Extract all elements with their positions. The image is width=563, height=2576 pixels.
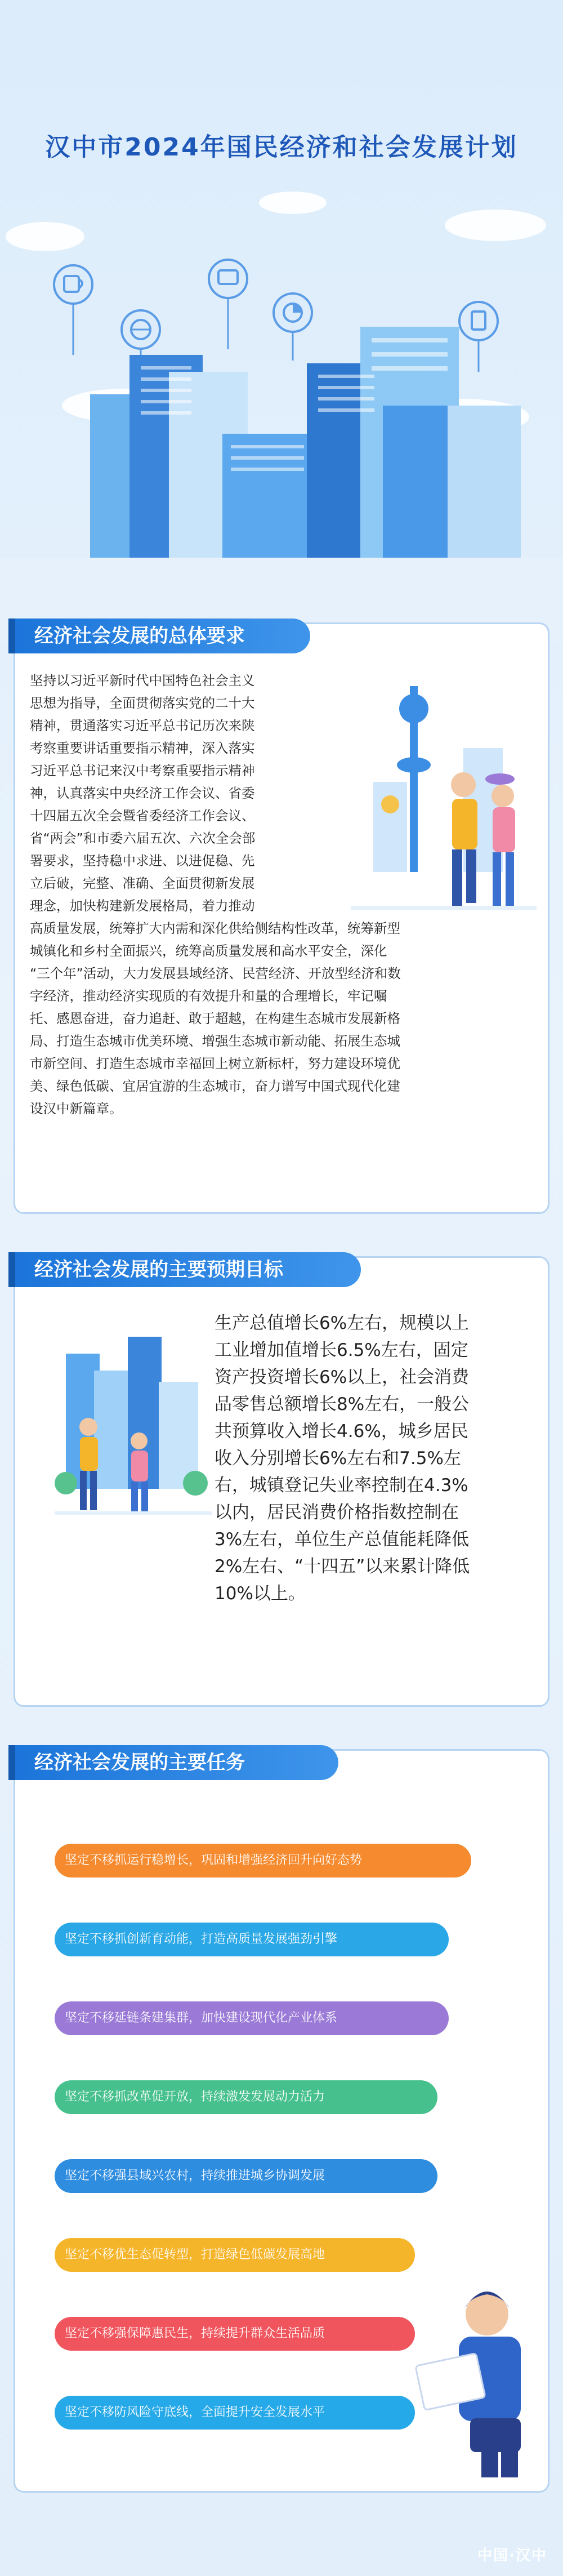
task-banner: 坚定不移强县域兴农村，持续推进城乡协调发展 bbox=[55, 2159, 437, 2193]
task-banner: 坚定不移抓改革促开放，持续激发发展动力活力 bbox=[55, 2080, 437, 2114]
text-line: 以内，居民消费价格指数控制在 bbox=[215, 1502, 459, 1523]
text-line: 理念，加快构建新发展格局，着力推动 bbox=[30, 898, 255, 914]
city-skyline-illustration bbox=[0, 169, 563, 642]
text-line: 神，认真落实中央经济工作会议、省委 bbox=[30, 785, 255, 801]
text-line: 局、打造生态城市优美环境、增强生态城市新动能、拓展生态城 bbox=[30, 1033, 400, 1049]
text-line: 10%以上。 bbox=[215, 1583, 306, 1604]
task-banner: 坚定不移抓创新育动能，打造高质量发展强劲引擎 bbox=[55, 1923, 449, 1956]
section2-text bbox=[215, 1310, 541, 1607]
document-icon bbox=[459, 302, 498, 340]
reading-person-illustration bbox=[408, 2275, 538, 2483]
text-line: 十四届五次全会暨省委经济工作会议、 bbox=[30, 808, 255, 824]
task-banner: 坚定不移强保障惠民生，持续提升群众生活品质 bbox=[55, 2317, 415, 2351]
text-line: 思想为指导，全面贯彻落实党的二十大 bbox=[30, 695, 255, 711]
text-line: 考察重要讲话重要指示精神，深入落实 bbox=[30, 740, 255, 756]
text-line: 市新空间、打造生态城市幸福回上树立新标杆，努力建设环境优 bbox=[30, 1056, 400, 1071]
text-line: 工业增加值增长6.5%左右，固定 bbox=[215, 1340, 468, 1360]
pie-chart-icon bbox=[274, 293, 312, 332]
text-line: 习近平总书记来汉中考察重要指示精神 bbox=[30, 763, 255, 778]
task-banner: 坚定不移抓运行稳增长，巩固和增强经济回升向好态势 bbox=[55, 1844, 471, 1878]
city-walkers-illustration bbox=[55, 1320, 212, 1523]
text-line: 署要求，坚持稳中求进、以进促稳、先 bbox=[30, 853, 255, 869]
cup-icon bbox=[54, 265, 92, 304]
text-line: 2%左右、“十四五”以来累计降低 bbox=[215, 1556, 470, 1577]
text-line: “三个年”活动，大力发展县域经济、民营经济、开放型经济和数 bbox=[30, 966, 401, 981]
text-line: 资产投资增长6%以上，社会消费 bbox=[215, 1367, 470, 1387]
text-line: 设汉中新篇章。 bbox=[30, 1101, 123, 1116]
chat-icon bbox=[209, 260, 247, 298]
text-line: 品零售总额增长8%左右，一般公 bbox=[215, 1394, 470, 1414]
section-heading: 经济社会发展的主要预期目标 bbox=[12, 1252, 361, 1287]
text-line: 右，城镇登记失业率控制在4.3% bbox=[215, 1475, 468, 1496]
text-line: 收入分别增长6%左右和7.5%左 bbox=[215, 1448, 461, 1469]
section-overall-requirements bbox=[14, 622, 549, 1214]
text-line: 共预算收入增长4.6%，城乡居民 bbox=[215, 1421, 468, 1442]
text-line: 美、绿色低碳、宜居宜游的生态城市，奋力谱写中国式现代化建 bbox=[30, 1078, 400, 1094]
text-line: 城镇化和乡村全面振兴，统筹高质量发展和高水平安全，深化 bbox=[30, 943, 387, 959]
text-line: 高质量发展，统筹扩大内需和深化供给侧结构性改革，统筹新型 bbox=[30, 920, 400, 936]
section-heading: 经济社会发展的主要任务 bbox=[12, 1745, 338, 1780]
text-line: 字经济，推动经济实现质的有效提升和量的合理增长，牢记嘱 bbox=[30, 988, 387, 1004]
text-line: 生产总值增长6%左右，规模以上 bbox=[215, 1313, 470, 1333]
buildings bbox=[90, 327, 521, 563]
text-line: 省“两会”和市委六届五次、六次全会部 bbox=[30, 830, 256, 846]
footer-logo: 中国·汉中 bbox=[477, 2547, 547, 2564]
text-line: 精神，贯通落实习近平总书记历次来陕 bbox=[30, 718, 255, 733]
globe-icon bbox=[122, 310, 160, 349]
task-banner: 坚定不移防风险守底线，全面提升安全发展水平 bbox=[55, 2396, 415, 2430]
task-banner: 坚定不移延链条建集群，加快建设现代化产业体系 bbox=[55, 2001, 449, 2035]
task-banner: 坚定不移优生态促转型，打造绿色低碳发展高地 bbox=[55, 2238, 415, 2272]
page-title: 汉中市2024年国民经济和社会发展计划 bbox=[45, 133, 518, 162]
text-line: 坚持以习近平新时代中国特色社会主义 bbox=[30, 673, 255, 688]
text-line: 3%左右，单位生产总值能耗降低 bbox=[215, 1529, 470, 1550]
section-expected-targets bbox=[14, 1256, 549, 1707]
text-line: 托、感恩奋进，奋力追赶、敢于超越，在构建生态城市发展新格 bbox=[30, 1011, 400, 1026]
text-line: 立后破，完整、准确、全面贯彻新发展 bbox=[30, 875, 255, 891]
walking-people-tower-illustration bbox=[351, 635, 537, 928]
section-main-tasks bbox=[14, 1749, 549, 2493]
section-heading: 经济社会发展的总体要求 bbox=[12, 619, 310, 653]
